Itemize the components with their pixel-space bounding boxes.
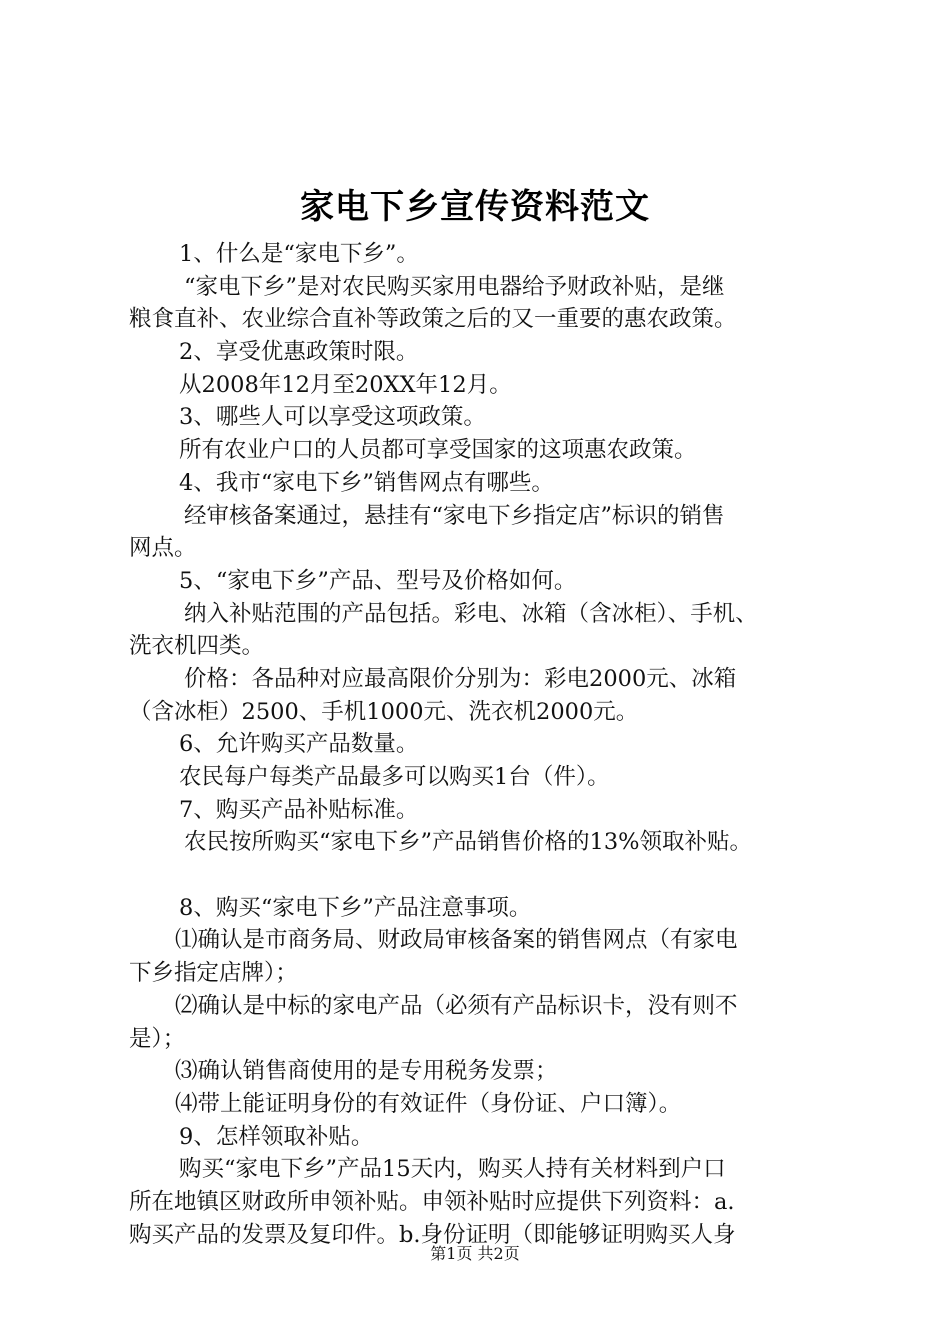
paragraph-line: “家电下乡”是对农民购买家用电器给予财政补贴，是继 (184, 273, 725, 300)
list-item: ⑷带上能证明身份的有效证件（身份证、户口簿）。 (175, 1090, 682, 1117)
list-item: ⑶确认销售商使用的是专用税务发票； (175, 1058, 558, 1085)
paragraph-line: 粮食直补、农业综合直补等政策之后的又一重要的惠农政策。 (129, 306, 737, 333)
paragraph-line: 下乡指定店牌）； (129, 960, 298, 987)
paragraph-line: 从2008年12月至20XX年12月。 (179, 371, 512, 398)
paragraph-line: 所在地镇区财政所申领补贴。申领补贴时应提供下列资料：a. (129, 1188, 735, 1215)
section-heading-8: 8、购买“家电下乡”产品注意事项。 (179, 894, 532, 921)
section-heading-5: 5、“家电下乡”产品、型号及价格如何。 (179, 567, 577, 594)
page-footer: 第1页 共2页 (430, 1244, 520, 1263)
paragraph-line: 所有农业户口的人员都可享受国家的这项惠农政策。 (179, 437, 697, 464)
paragraph-line: 网点。 (129, 535, 197, 562)
section-heading-2: 2、享受优惠政策时限。 (179, 339, 419, 366)
section-heading-3: 3、哪些人可以享受这项政策。 (179, 404, 486, 431)
paragraph-line: 购买“家电下乡”产品15天内，购买人持有关材料到户口 (179, 1156, 726, 1183)
paragraph-line: 农民按所购买“家电下乡”产品销售价格的13%领取补贴。 (184, 829, 753, 856)
list-item: ⑴确认是市商务局、财政局审核备案的销售网点（有家电 (175, 927, 738, 954)
document-body (129, 238, 831, 1251)
paragraph-line: 是）； (129, 1025, 186, 1052)
section-heading-6: 6、允许购买产品数量。 (179, 731, 419, 758)
section-heading-4: 4、我市“家电下乡”销售网点有哪些。 (179, 469, 554, 496)
paragraph-line: （含冰柜）2500、手机1000元、洗衣机2000元。 (129, 698, 639, 725)
document-title: 家电下乡宣传资料范文 (300, 187, 650, 227)
section-heading-9: 9、怎样领取补贴。 (179, 1123, 374, 1150)
blank-line (129, 859, 831, 892)
section-heading-1: 1、什么是“家电下乡”。 (179, 241, 419, 267)
section-heading-7: 7、购买产品补贴标准。 (179, 796, 419, 823)
paragraph-line: 价格：各品种对应最高限价分别为：彩电2000元、冰箱 (184, 665, 737, 692)
paragraph-line: 农民每户每类产品最多可以购买1台（件）。 (179, 764, 610, 790)
paragraph-line: 洗衣机四类。 (129, 633, 265, 660)
paragraph-line: 纳入补贴范围的产品包括。彩电、冰箱（含冰柜）、手机、 (184, 600, 758, 627)
paragraph-line: 购买产品的发票及复印件。b.身份证明（即能够证明购买人身 (129, 1221, 736, 1248)
paragraph-line: 经审核备案通过，悬挂有“家电下乡指定店”标识的销售 (184, 502, 725, 529)
list-item: ⑵确认是中标的家电产品（必须有产品标识卡，没有则不 (175, 992, 738, 1019)
